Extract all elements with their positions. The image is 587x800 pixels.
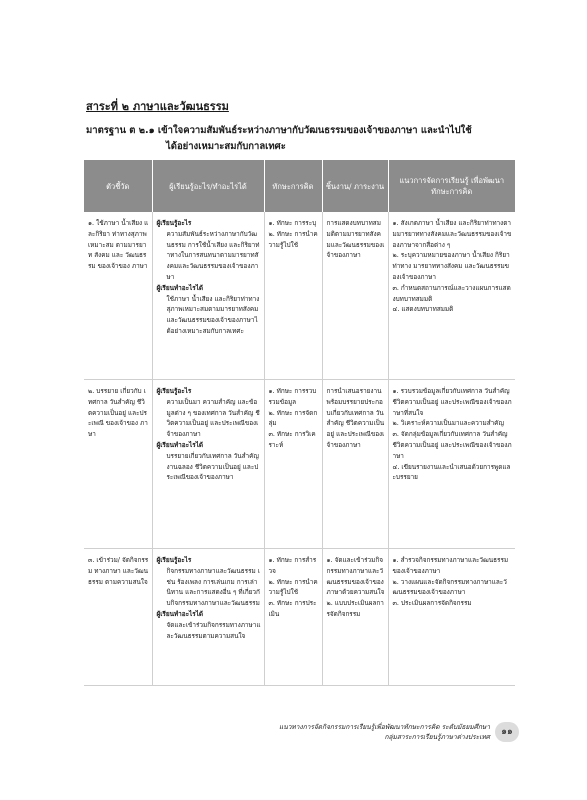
activity-item: ๒. วิเคราะห์ความเป็นมาและความสำคัญ <box>392 419 504 428</box>
activity-item: ๓. ประเมินผลการจัดกิจกรรม <box>392 599 472 608</box>
activity-item: ๑. สังเกตภาษา น้ำเสียง และกิริยาท่าทางตามมารยาททางสังคมและวัฒนธรรมของเจ้าของภาษาจากสื่อต่าง ๆ <box>392 219 512 249</box>
thinking-cell <box>264 212 322 380</box>
do-label: ผู้เรียนทำอะไรได้ <box>156 609 204 618</box>
know-text: ความสัมพันธ์ระหว่างภาษากับวัฒนธรรม การใช้น้ำเสียง และกิริยาท่าทางในการสนทนาตามมารยาทสังคมและวัฒนธรรมของเจ้าของภาษา <box>166 229 260 281</box>
task-cell: การแสดงบทบาทสมมติตามมารยาทสังคมและวัฒนธรรมของเจ้าของภาษา <box>322 212 388 380</box>
table-row <box>84 549 515 686</box>
activity-item: ๒. ระบุความหมายของภาษา น้ำเสียง กิริยาท่าทาง มารยาททางสังคม และวัฒนธรรมของเจ้าของภาษา <box>392 251 510 281</box>
know-text: ความเป็นมา ความสำคัญ และข้อมูลต่าง ๆ ของเทศกาล วันสำคัญ ชีวิตความเป็นอยู่ และประเพณีของเจ้าของภาษา <box>166 397 260 439</box>
page-footer <box>210 722 490 742</box>
activity-item: ๑. รวบรวมข้อมูลเกี่ยวกับเทศกาล วันสำคัญ ชีวิตความเป็นอยู่ และประเพณีของเจ้าของภาษาที่สนใจ <box>392 387 512 417</box>
indicator-cell: ๓. เข้าร่วม/ จัดกิจกรรม ทางภาษา และวัฒนธรรม ตามความสนใจ <box>84 549 152 686</box>
thinking-cell <box>264 380 322 549</box>
header-indicator: ตัวชี้วัด <box>84 160 152 212</box>
strand-title: สาระที่ ๒ ภาษาและวัฒนธรรม <box>86 100 229 113</box>
do-label: ผู้เรียนทำอะไรได้ <box>156 440 204 449</box>
do-text: จัดและเข้าร่วมกิจกรรมทางภาษาและวัฒนธรรมตามความสนใจ <box>166 620 261 640</box>
activity-cell <box>388 380 515 549</box>
header-task: ชิ้นงาน/ ภาระงาน <box>322 160 388 212</box>
activity-cell <box>388 212 515 380</box>
know-label: ผู้เรียนรู้อะไร <box>156 219 192 227</box>
task-cell: ๑. จัดและเข้าร่วมกิจกรรมทางภาษาและวัฒนธรรมของเจ้าของภาษาด้วยความสนใจ ๒. แบบประเมินผลการจัดกิจกรรม <box>322 549 388 686</box>
table-row <box>84 212 515 380</box>
indicator-cell: ๒. บรรยาย เกี่ยวกับ เทศกาล วันสำคัญ ชีวิตความเป็นอยู่ และประเพณี ของเจ้าของ ภาษา <box>84 380 152 549</box>
thinking-item: ๓. ทักษะ การวิเคราะห์ <box>268 430 316 449</box>
indicator-cell: ๑. ใช้ภาษา น้ำเสียง และกิริยา ท่าทางสุภาพ เหมาะสม ตามมารยาท สังคม และ วัฒนธรรม ของเจ้าของ ภาษา <box>84 212 152 380</box>
page-number: ๑๑ <box>495 722 519 742</box>
page-heading <box>86 97 516 155</box>
do-text: ใช้ภาษา น้ำเสียง และกิริยาท่าทางสุภาพเหมาะสมตามมารยาทสังคม และวัฒนธรรมของเจ้าของภาษาได้อย่างเหมาะสมกับกาลเทศะ <box>166 294 260 335</box>
standard-line-1: มาตรฐาน ต ๒.๑ เข้าใจความสัมพันธ์ระหว่างภาษากับวัฒนธรรมของเจ้าของภาษา และนำไปใช้ <box>86 125 472 136</box>
thinking-item: ๑. ทักษะ การรวบรวมข้อมูล <box>268 387 317 406</box>
thinking-item: ๑. ทักษะ การสำรวจ <box>268 556 317 575</box>
footer-line-2: กลุ่มสาระการเรียนรู้ภาษาต่างประเทศ <box>384 733 490 741</box>
do-text: บรรยายเกี่ยวกับเทศกาล วันสำคัญ งานฉลอง ชีวิตความเป็นอยู่ และประเพณีของเจ้าของภาษา <box>166 451 259 482</box>
thinking-item: ๓. ทักษะ การประเมิน <box>268 599 317 618</box>
activity-item: ๔. เขียนรายงานและนำเสนอด้วยการพูดและบรรยาย <box>392 462 511 482</box>
thinking-cell <box>264 549 322 686</box>
thinking-item: ๒. ทักษะ การจัดกลุ่ม <box>268 408 318 428</box>
activity-item: ๓. กำหนดสถานการณ์และวางแผนการแสดงบทบาทสมมติ <box>392 283 511 303</box>
learning-cell <box>152 549 264 686</box>
activity-item: ๒. วางแผนและจัดกิจกรรมทางภาษาและวัฒนธรรมของเจ้าของภาษา <box>392 577 507 597</box>
activity-item: ๓. จัดกลุ่มข้อมูลเกี่ยวกับเทศกาล วันสำคัญ ชีวิตความเป็นอยู่ และประเพณีของเจ้าของภาษา <box>392 430 512 460</box>
activity-item: ๑. สำรวจกิจกรรมทางภาษาและวัฒนธรรมของเจ้าของภาษา <box>392 556 509 575</box>
standard-line-2: ได้อย่างเหมาะสมกับกาลเทศะ <box>166 141 286 152</box>
curriculum-table <box>84 160 515 686</box>
footer-line-1: แนวทางการจัดกิจกรรมการเรียนรู้เพื่อพัฒนาทักษะการคิด ระดับมัธยมศึกษา <box>278 723 490 731</box>
know-text: กิจกรรมทางภาษาและวัฒนธรรม เช่น ร้องเพลง การเล่นเกม การเล่านิทาน และการแสดงอื่น ๆ ที่เกี่ยวกับกิจกรรมทางภาษาและวัฒนธรรม <box>166 566 260 608</box>
table-header-row <box>84 160 515 212</box>
header-activity: แนวการจัดการเรียนรู้ เพื่อพัฒนาทักษะการคิด <box>388 160 515 212</box>
activity-item: ๔. แสดงบทบาทสมมติ <box>392 305 454 314</box>
learning-cell <box>152 380 264 549</box>
know-label: ผู้เรียนรู้อะไร <box>156 556 192 564</box>
activity-cell <box>388 549 515 686</box>
thinking-item: ๑. ทักษะ การระบุ <box>268 219 317 227</box>
thinking-item: ๒. ทักษะ การนำความรู้ไปใช้ <box>268 577 318 597</box>
header-learning: ผู้เรียนรู้อะไร/ทำอะไรได้ <box>152 160 264 212</box>
do-label: ผู้เรียนทำอะไรได้ <box>156 283 204 292</box>
header-thinking: ทักษะการคิด <box>264 160 322 212</box>
table-row <box>84 380 515 549</box>
task-cell: การนำเสนอรายงานพร้อมบรรยายประกอบเกี่ยวกับเทศกาล วันสำคัญ ชีวิตความเป็นอยู่ และประเพณีของเจ้าของภาษา <box>322 380 388 549</box>
learning-cell <box>152 212 264 380</box>
thinking-item: ๒. ทักษะ การนำความรู้ไปใช้ <box>268 229 318 249</box>
standard-title <box>86 123 516 155</box>
know-label: ผู้เรียนรู้อะไร <box>156 387 192 395</box>
